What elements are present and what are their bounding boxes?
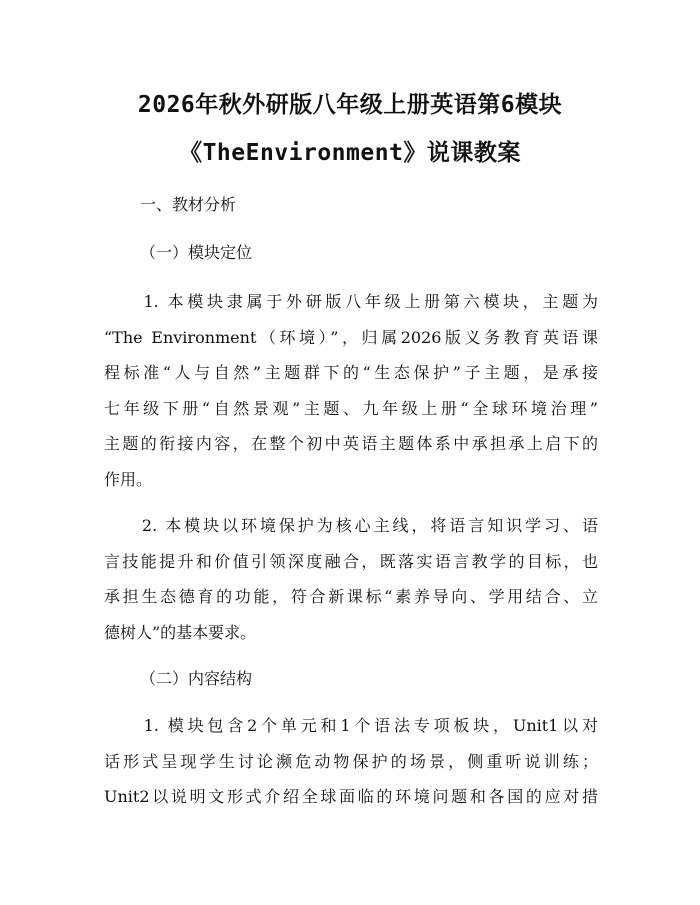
paragraph-line: 2. 本模块以环境保护为核心主线，将语言知识学习、语 xyxy=(104,516,598,535)
paragraph-line: 1. 本模块隶属于外研版八年级上册第六模块，主题为 xyxy=(104,292,598,311)
paragraph-line: 承担生态德育的功能，符合新课标“素养导向、学用结合、立 xyxy=(104,587,598,606)
paragraph-line: 言技能提升和价值引领深度融合，既落实语言教学的目标，也 xyxy=(104,551,598,571)
paragraph-line: 话形式呈现学生讨论濒危动物保护的场景，侧重听说训练； xyxy=(104,751,598,771)
paragraph-line: 1. 模块包含2个单元和1个语法专项板块，Unit1以对 xyxy=(104,716,598,735)
subsection-heading-module-positioning: （一）模块定位 xyxy=(140,243,253,262)
document-title-line-1: 2026年秋外研版八年级上册英语第6模块 xyxy=(137,92,563,118)
document-title-line-2: 《TheEnvironment》说课教案 xyxy=(179,140,521,166)
paragraph-line: 德树人”的基本要求。 xyxy=(104,622,257,642)
paragraph-line: 七年级下册“自然景观”主题、九年级上册“全球环境治理” xyxy=(104,398,598,418)
section-heading-textbook-analysis: 一、教材分析 xyxy=(140,195,237,214)
paragraph-line: “The Environment（环境）”，归属2026版义务教育英语课 xyxy=(104,327,598,347)
paragraph-module-positioning-1 xyxy=(104,284,598,497)
paragraph-module-positioning-2 xyxy=(104,508,598,650)
paragraph-content-structure-1 xyxy=(104,708,598,815)
paragraph-line: 程标准“人与自然”主题群下的“生态保护”子主题，是承接 xyxy=(104,363,598,382)
paragraph-line: Unit2以说明文形式介绍全球面临的环境问题和各国的应对措 xyxy=(104,787,598,806)
paragraph-line: 主题的衔接内容，在整个初中英语主题体系中承担承上启下的 xyxy=(104,434,598,453)
subsection-heading-content-structure: （二）内容结构 xyxy=(140,669,253,688)
paragraph-line: 作用。 xyxy=(104,469,153,489)
